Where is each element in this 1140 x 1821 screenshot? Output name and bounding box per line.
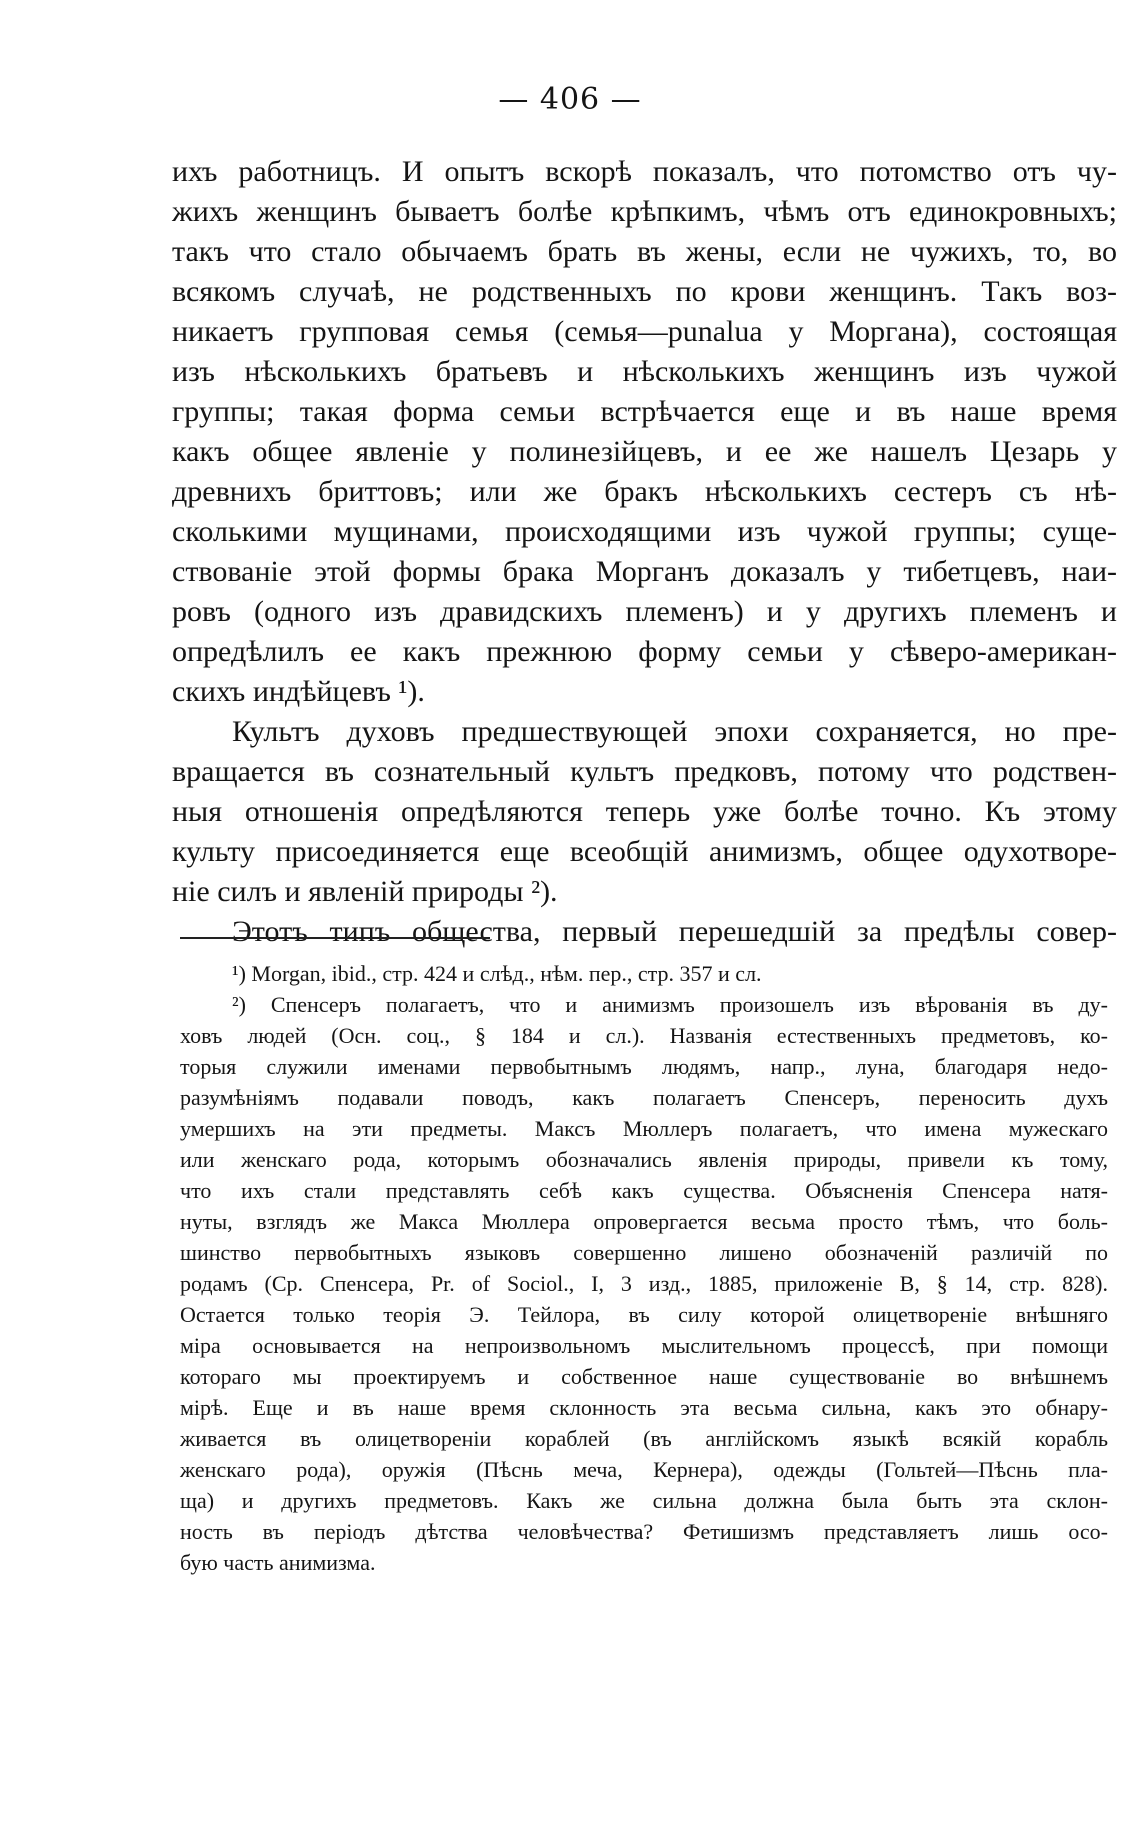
text-line: жихъ женщинъ бываетъ болѣе крѣпкимъ, чѣмъ отъ единокровныхъ;	[172, 195, 1117, 228]
text-line: ніе силъ и явленій природы ²).	[172, 875, 558, 908]
footnote-line: живается въ олицетвореніи кораблей (въ англійскомъ языкѣ всякій корабль	[180, 1426, 1108, 1451]
footnote-line: ²) Спенсеръ полагаетъ, что и анимизмъ произошелъ изъ вѣрованія въ ду-	[232, 992, 1108, 1017]
footnote-line: нуты, взглядъ же Макса Мюллера опровергается весьма просто тѣмъ, что боль-	[180, 1209, 1108, 1234]
text-line: сколькими мущинами, происходящими изъ чужой группы; суще-	[172, 515, 1117, 548]
footnote-line: или женскаго рода, которымъ обозначались явленія природы, привели къ тому,	[180, 1147, 1108, 1172]
footnote-line: ховъ людей (Осн. соц., § 184 и сл.). Названія естественныхъ предметовъ, ко-	[180, 1023, 1108, 1048]
footnote-line: міра основывается на непроизвольномъ мыслительномъ процессѣ, при помощи	[180, 1333, 1108, 1358]
text-line: группы; такая форма семьи встрѣчается еще и въ наше время	[172, 395, 1117, 428]
footnote-line: ность въ періодъ дѣтства человѣчества? Фетишизмъ представляетъ лишь осо-	[180, 1519, 1108, 1544]
footnote-line: мірѣ. Еще и въ наше время склонность эта весьма сильна, какъ это обнару-	[180, 1395, 1108, 1420]
text-line: какъ общее явленіе у полинезійцевъ, и ее же нашелъ Цезарь у	[172, 435, 1117, 468]
footnote-line: бую часть анимизма.	[180, 1550, 376, 1575]
footnote-line: умершихъ на эти предметы. Максъ Мюллеръ полагаетъ, что имена мужескаго	[180, 1116, 1108, 1141]
footnote-line: ¹) Morgan, ibid., стр. 424 и слѣд., нѣм. пер., стр. 357 и сл.	[232, 961, 762, 986]
text-line: такъ что стало обычаемъ брать въ жены, если не чужихъ, то, во	[172, 235, 1117, 268]
footnote-line: родамъ (Ср. Спенсера, Pr. of Sociol., I, 3 изд., 1885, приложеніе B, § 14, стр. 828).	[180, 1271, 1108, 1296]
footnote-line: котораго мы проектируемъ и собственное наше существованіе во внѣшнемъ	[180, 1364, 1108, 1389]
text-line: скихъ индѣйцевъ ¹).	[172, 675, 425, 708]
main-text	[172, 152, 1117, 952]
footnote-line: что ихъ стали представлять себѣ какъ существа. Объясненія Спенсера натя-	[180, 1178, 1108, 1203]
text-line: культу присоединяется еще всеобщій анимизмъ, общее одухотворе-	[172, 835, 1117, 868]
text-line: никаетъ групповая семья (семья—punalua у Моргана), состоящая	[172, 315, 1117, 348]
footnote-line: женскаго рода), оружія (Пѣснь меча, Кернера), одежды (Гольтей—Пѣснь пла-	[180, 1457, 1108, 1482]
footnote-line: шинство первобытныхъ языковъ совершенно лишено обозначеній различій по	[180, 1240, 1108, 1265]
footnote-line: торыя служили именами первобытнымъ людямъ, напр., луна, благодаря недо-	[180, 1054, 1108, 1079]
text-line: изъ нѣсколькихъ братьевъ и нѣсколькихъ женщинъ изъ чужой	[172, 355, 1117, 388]
footnote-divider	[180, 937, 490, 939]
text-line: Этотъ типъ общества, первый перешедшій за предѣлы совер-	[232, 915, 1117, 948]
text-line: ствованіе этой формы брака Морганъ доказалъ у тибетцевъ, наи-	[172, 555, 1117, 588]
text-line: Культъ духовъ предшествующей эпохи сохраняется, но пре-	[232, 715, 1117, 748]
page-number: — 406 —	[498, 82, 642, 117]
footnote-line: разумѣніямъ подавали поводъ, какъ полагаетъ Спенсеръ, переносить духъ	[180, 1085, 1108, 1110]
text-line: всякомъ случаѣ, не родственныхъ по крови женщинъ. Такъ воз-	[172, 275, 1117, 308]
text-line: ихъ работницъ. И опытъ вскорѣ показалъ, что потомство отъ чу-	[172, 155, 1117, 188]
text-line: вращается въ сознательный культъ предковъ, потому что родствен-	[172, 755, 1117, 788]
text-line: древнихъ бриттовъ; или же бракъ нѣсколькихъ сестеръ съ нѣ-	[172, 475, 1117, 508]
text-line: опредѣлилъ ее какъ прежнюю форму семьи у сѣверо-американ-	[172, 635, 1117, 668]
text-line: ровъ (одного изъ дравидскихъ племенъ) и у другихъ племенъ и	[172, 595, 1117, 628]
footnotes	[180, 958, 1108, 1578]
footnote-line: ща) и другихъ предметовъ. Какъ же сильна должна была быть эта склон-	[180, 1488, 1108, 1513]
text-line: ныя отношенія опредѣляются теперь уже болѣе точно. Къ этому	[172, 795, 1117, 828]
footnote-line: Остается только теорія Э. Тейлора, въ силу которой олицетвореніе внѣшняго	[180, 1302, 1108, 1327]
